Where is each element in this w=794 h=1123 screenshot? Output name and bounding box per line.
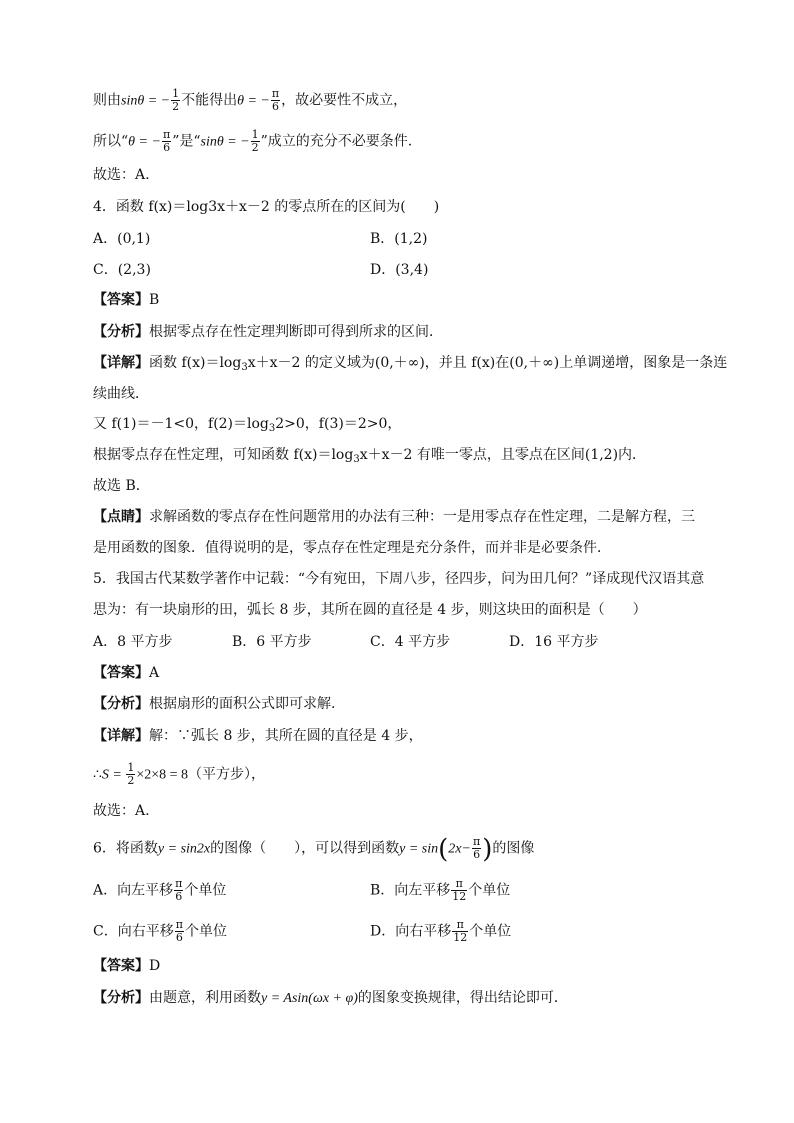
question-4-stem: 4．函数 f(x)＝log3x＋x－2 的零点所在的区间为( ): [93, 199, 440, 215]
q6-option-d: [370, 919, 511, 944]
text: （平方步），: [188, 766, 266, 783]
fraction: [451, 878, 467, 903]
denominator: 12: [452, 890, 467, 903]
fraction: [271, 88, 280, 113]
q5-option-c: C．4 平方步: [370, 634, 451, 650]
numerator: π: [162, 128, 171, 141]
fraction: [162, 129, 171, 154]
answer-value: B: [149, 292, 160, 308]
q4-option-a: A．(0,1): [93, 231, 151, 247]
math-expr: S =: [101, 767, 126, 783]
text: C．向右平移: [93, 923, 174, 940]
answer-tag: 【答案】: [93, 958, 149, 974]
text: 所以“: [93, 133, 129, 150]
q6-option-b: [370, 878, 510, 903]
fraction: [452, 919, 468, 944]
q4-answer: [93, 290, 159, 310]
math-expr: ×2×8 = 8: [136, 767, 189, 783]
numerator: π: [451, 878, 467, 891]
denominator: 2: [251, 141, 259, 154]
text: 又 f(1)＝－1<0，f(2)＝log: [93, 416, 269, 432]
text: D．向右平移: [370, 923, 452, 940]
q6-answer: [93, 956, 160, 976]
text: A．向左平移: [93, 882, 174, 899]
text: 2>0，f(3)＝2>0，: [275, 416, 402, 432]
q4-detail-2: 续曲线．: [93, 386, 149, 402]
text: B．向左平移: [370, 882, 451, 899]
text: 6．将函数: [93, 840, 158, 857]
numerator: π: [472, 835, 481, 848]
text: 解：∵弧长 8 步，其所在圆的直径是 4 步，: [149, 728, 423, 744]
numerator: π: [175, 918, 183, 931]
question-6-stem: [93, 834, 535, 865]
q4-detail-4: [93, 445, 646, 470]
answer-tag: 【答案】: [93, 665, 149, 681]
math-expr: sinθ = −: [200, 134, 250, 150]
math-expr: y = Asin(ωx + φ): [261, 991, 358, 1006]
fraction: [472, 836, 481, 861]
text: 个单位: [469, 923, 512, 940]
denominator: 2: [172, 100, 180, 113]
denominator: 6: [272, 100, 279, 113]
text: ∴: [93, 766, 102, 783]
text: x＋x－2 有唯一零点，且零点在区间(1,2)内．: [359, 447, 647, 463]
q4-detail-1: [93, 353, 727, 378]
q5-detail-2: [93, 762, 265, 787]
text: ”成立的充分不必要条件.: [260, 133, 413, 150]
analysis-tag: 【分析】: [93, 324, 149, 340]
q5-analysis: [93, 694, 335, 714]
analysis-text: 根据零点存在性定理判断即可得到所求的区间．: [149, 324, 443, 340]
analysis-text: 根据扇形的面积公式即可求解.: [149, 696, 336, 712]
text: 根据零点存在性定理，可知函数 f(x)＝log: [93, 447, 354, 463]
analysis-tag: 【分析】: [93, 696, 149, 712]
q4-detail-3: [93, 414, 401, 439]
math-expr: y = sin: [399, 841, 439, 857]
numerator: π: [271, 87, 280, 100]
numerator: 1: [251, 128, 259, 141]
tip-text: 求解函数的零点存在性问题常用的办法有三种：一是用零点存在性定理，二是解方程，三: [149, 509, 695, 525]
math-expr: θ = −: [128, 134, 161, 150]
q4-detail-5: 故选 B．: [93, 478, 150, 494]
q4-option-b: B．(1,2): [370, 231, 428, 247]
text: x＋x－2 的定义域为(0,＋∞)，并且 f(x)在(0,＋∞)上单调递增，图象是一条连: [247, 355, 728, 371]
text: 函数 f(x)＝log: [149, 355, 242, 371]
text: 的图像: [492, 840, 535, 857]
denominator: 6: [473, 848, 481, 861]
q5-detail-3: 故选：A.: [93, 803, 150, 819]
subscript: 3: [353, 454, 360, 465]
solution-line-2: [93, 129, 412, 154]
answer-tag: 【答案】: [93, 292, 149, 308]
q6-option-c: [93, 919, 227, 944]
math-expr: 2x−: [448, 841, 471, 857]
text: ”是“: [172, 133, 201, 150]
right-paren: ): [482, 834, 493, 865]
q5-answer: [93, 663, 159, 683]
fraction: [175, 919, 184, 944]
fraction: [174, 878, 183, 903]
q4-option-c: C．(2,3): [93, 262, 151, 278]
q4-option-d: D．(3,4): [370, 262, 429, 278]
q6-option-a: [93, 878, 226, 903]
numerator: π: [175, 877, 183, 890]
answer-value: A: [149, 665, 160, 681]
question-5-stem-1: 5．我国古代某数学著作中记载：“今有宛田，下周八步，径四步，问为田几何？”译成现代汉语其意: [93, 571, 705, 587]
text: 个单位: [184, 923, 227, 940]
left-paren: (: [438, 834, 449, 865]
subscript: 3: [241, 362, 248, 373]
numerator: 1: [127, 761, 135, 774]
math-expr: θ = −: [237, 93, 270, 109]
text: 的图像（ ），可以得到函数: [210, 840, 400, 857]
answer-value: D: [149, 958, 161, 974]
q4-analysis: [93, 322, 443, 342]
q5-option-a: A．8 平方步: [93, 634, 173, 650]
numerator: 1: [172, 87, 180, 100]
q5-detail-1: [93, 726, 423, 746]
text: ，故必要性不成立，: [281, 92, 408, 109]
subscript: 3: [268, 423, 276, 434]
numerator: π: [452, 919, 468, 932]
fraction: [171, 88, 180, 113]
math-expr: y = sin2x: [157, 841, 211, 857]
text: 个单位: [184, 882, 227, 899]
detail-tag: 【详解】: [93, 355, 149, 371]
fraction: [251, 129, 260, 154]
denominator: 12: [453, 931, 468, 944]
tip-tag: 【点睛】: [93, 509, 149, 525]
text: 个单位: [468, 882, 511, 899]
denominator: 2: [127, 774, 135, 787]
q5-option-d: D．16 平方步: [509, 634, 599, 650]
solution-line-1: [93, 88, 407, 113]
detail-tag: 【详解】: [93, 728, 149, 744]
denominator: 6: [175, 890, 183, 903]
denominator: 6: [163, 141, 171, 154]
fraction: [126, 762, 135, 787]
choice-line: 故选：A.: [93, 167, 150, 183]
q4-tip-1: [93, 507, 695, 527]
q5-option-b: B．6 平方步: [232, 634, 312, 650]
q4-tip-2: 是用函数的图象．值得说明的是，零点存在性定理是充分条件，而并非是必要条件．: [93, 540, 611, 556]
denominator: 6: [175, 931, 183, 944]
math-expr: sinθ = −: [121, 93, 171, 109]
question-5-stem-2: 思为：有一块扇形的田，弧长 8 步，其所在圆的直径是 4 步，则这块田的面积是（ ）: [93, 602, 647, 618]
text: 的图象变换规律，得出结论即可．: [357, 990, 568, 1006]
text: 不能得出: [181, 92, 238, 109]
q6-analysis: [93, 988, 568, 1009]
analysis-tag: 【分析】: [93, 990, 149, 1006]
text: 由题意，利用函数: [149, 990, 261, 1006]
text: 则由: [93, 92, 121, 109]
